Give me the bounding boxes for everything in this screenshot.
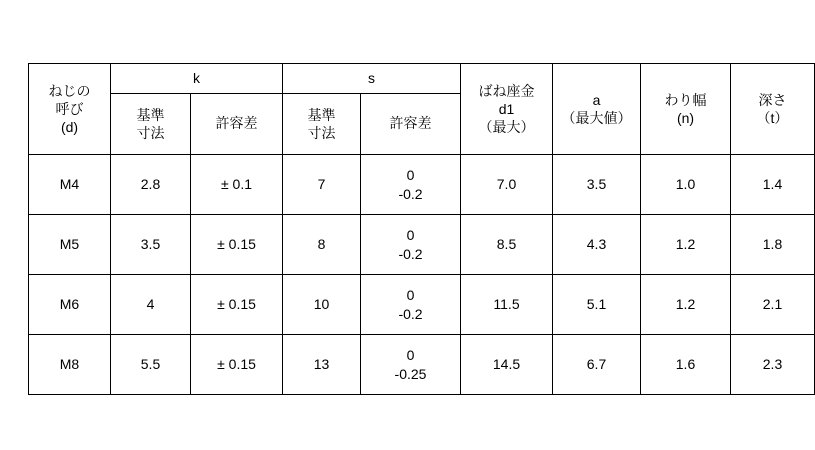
cell-n: 1.2 — [641, 215, 731, 275]
screw-dimension-table — [28, 63, 815, 395]
header-thread-name-line3: (d) — [60, 119, 79, 136]
cell-k-base: 5.5 — [111, 335, 191, 395]
header-s-base-line2: 寸法 — [307, 124, 336, 141]
header-k-base-line2: 寸法 — [136, 124, 165, 141]
cell-s-tolerance-upper: 0 — [406, 286, 415, 303]
cell-s-tolerance-upper: 0 — [406, 346, 415, 363]
cell-s-tolerance — [361, 215, 461, 275]
cell-s-tolerance — [361, 155, 461, 215]
cell-thread-name: M5 — [29, 215, 111, 275]
cell-t: 1.4 — [731, 155, 815, 215]
cell-s-tolerance-lower: -0.2 — [398, 245, 423, 262]
table-header — [29, 64, 815, 155]
header-spring-washer-line1: ばね座金 — [478, 82, 535, 99]
header-s-base — [283, 93, 361, 154]
cell-k-tolerance: ± 0.15 — [191, 335, 283, 395]
cell-s-tolerance-upper: 0 — [406, 226, 415, 243]
cell-thread-name: M4 — [29, 155, 111, 215]
header-thread-name — [29, 64, 111, 155]
header-thread-name-line1: ねじの — [48, 82, 91, 99]
cell-t: 1.8 — [731, 215, 815, 275]
header-n-line1: わり幅 — [664, 91, 707, 108]
table-row — [29, 335, 815, 395]
cell-t: 2.1 — [731, 275, 815, 335]
header-s-base-line1: 基準 — [307, 106, 336, 123]
header-k-base-line1: 基準 — [136, 106, 165, 123]
cell-thread-name: M6 — [29, 275, 111, 335]
cell-k-base: 2.8 — [111, 155, 191, 215]
cell-spring-washer: 8.5 — [461, 215, 553, 275]
cell-s-tolerance — [361, 275, 461, 335]
cell-s-base: 8 — [283, 215, 361, 275]
header-a-line2: （最大値） — [561, 110, 632, 126]
header-spring-washer — [461, 64, 553, 155]
cell-n: 1.2 — [641, 275, 731, 335]
cell-a: 5.1 — [553, 275, 641, 335]
header-spring-washer-line2: d1 — [498, 100, 515, 117]
header-a-line1: a — [592, 91, 601, 108]
header-n — [641, 64, 731, 155]
header-a — [553, 64, 641, 155]
cell-s-tolerance — [361, 335, 461, 395]
table-row — [29, 155, 815, 215]
header-t-line1: 深さ — [758, 91, 787, 108]
cell-s-base: 13 — [283, 335, 361, 395]
cell-k-base: 4 — [111, 275, 191, 335]
header-group-s: s — [283, 64, 461, 94]
cell-s-tolerance-lower: -0.2 — [398, 185, 423, 202]
table-row — [29, 275, 815, 335]
header-t-line2: （t） — [756, 110, 789, 126]
cell-s-base: 10 — [283, 275, 361, 335]
cell-k-tolerance: ± 0.1 — [191, 155, 283, 215]
cell-k-base: 3.5 — [111, 215, 191, 275]
cell-a: 6.7 — [553, 335, 641, 395]
header-k-tolerance: 許容差 — [191, 93, 283, 154]
header-group-k: k — [111, 64, 283, 94]
cell-s-tolerance-lower: -0.2 — [398, 305, 423, 322]
cell-n: 1.6 — [641, 335, 731, 395]
cell-thread-name: M8 — [29, 335, 111, 395]
header-spring-washer-line3: （最大） — [478, 119, 535, 136]
cell-k-tolerance: ± 0.15 — [191, 215, 283, 275]
header-t — [731, 64, 815, 155]
header-s-tolerance: 許容差 — [361, 93, 461, 154]
cell-n: 1.0 — [641, 155, 731, 215]
cell-k-tolerance: ± 0.15 — [191, 275, 283, 335]
table-body — [29, 155, 815, 395]
header-thread-name-line2: 呼び — [55, 100, 84, 117]
cell-t: 2.3 — [731, 335, 815, 395]
cell-spring-washer: 11.5 — [461, 275, 553, 335]
cell-a: 3.5 — [553, 155, 641, 215]
cell-spring-washer: 14.5 — [461, 335, 553, 395]
cell-s-tolerance-lower: -0.25 — [394, 365, 427, 382]
header-k-base — [111, 93, 191, 154]
cell-spring-washer: 7.0 — [461, 155, 553, 215]
cell-a: 4.3 — [553, 215, 641, 275]
table-row — [29, 215, 815, 275]
header-n-line2: (n) — [676, 110, 695, 126]
cell-s-base: 7 — [283, 155, 361, 215]
cell-s-tolerance-upper: 0 — [406, 166, 415, 183]
header-row-groups — [29, 64, 815, 94]
